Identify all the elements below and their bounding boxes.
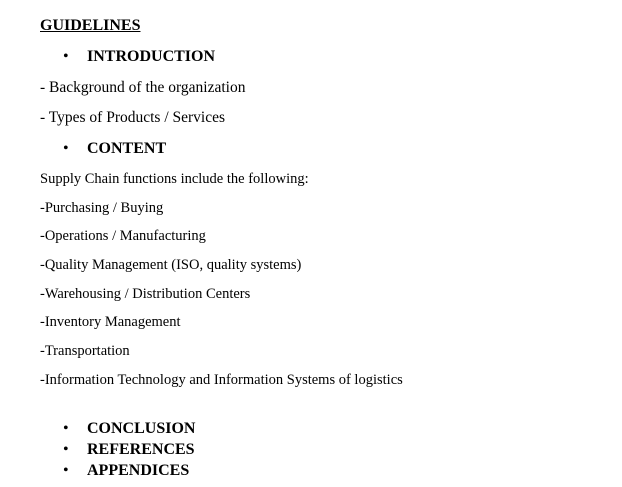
list-item: -Inventory Management xyxy=(40,314,181,330)
list-item: - Background of the organization xyxy=(40,79,246,96)
list-item: -Purchasing / Buying xyxy=(40,200,164,216)
bullet-icon: • xyxy=(63,420,69,437)
bullet-icon: • xyxy=(63,48,69,65)
section-heading-label: APPENDICES xyxy=(87,462,190,479)
section-heading-content xyxy=(63,140,166,158)
bullet-icon: • xyxy=(63,140,69,157)
section-heading-appendices xyxy=(63,462,189,480)
section-heading-label: INTRODUCTION xyxy=(87,48,216,65)
list-item: -Information Technology and Information Systems of logistics xyxy=(40,372,403,388)
section-heading-label: CONTENT xyxy=(87,140,167,157)
section-heading-label: CONCLUSION xyxy=(87,420,196,437)
section-heading-introduction xyxy=(63,48,215,66)
list-item: -Warehousing / Distribution Centers xyxy=(40,286,251,302)
bullet-icon: • xyxy=(63,462,69,479)
section-heading-label: REFERENCES xyxy=(87,441,195,458)
section-heading-references xyxy=(63,441,195,459)
section-heading-conclusion xyxy=(63,420,195,438)
list-item: -Transportation xyxy=(40,343,130,359)
page-title: GUIDELINES xyxy=(40,17,141,34)
list-item: -Operations / Manufacturing xyxy=(40,228,206,244)
list-item: - Types of Products / Services xyxy=(40,109,226,126)
bullet-icon: • xyxy=(63,441,69,458)
list-item: -Quality Management (ISO, quality systems) xyxy=(40,257,302,273)
content-intro: Supply Chain functions include the following: xyxy=(40,171,309,187)
